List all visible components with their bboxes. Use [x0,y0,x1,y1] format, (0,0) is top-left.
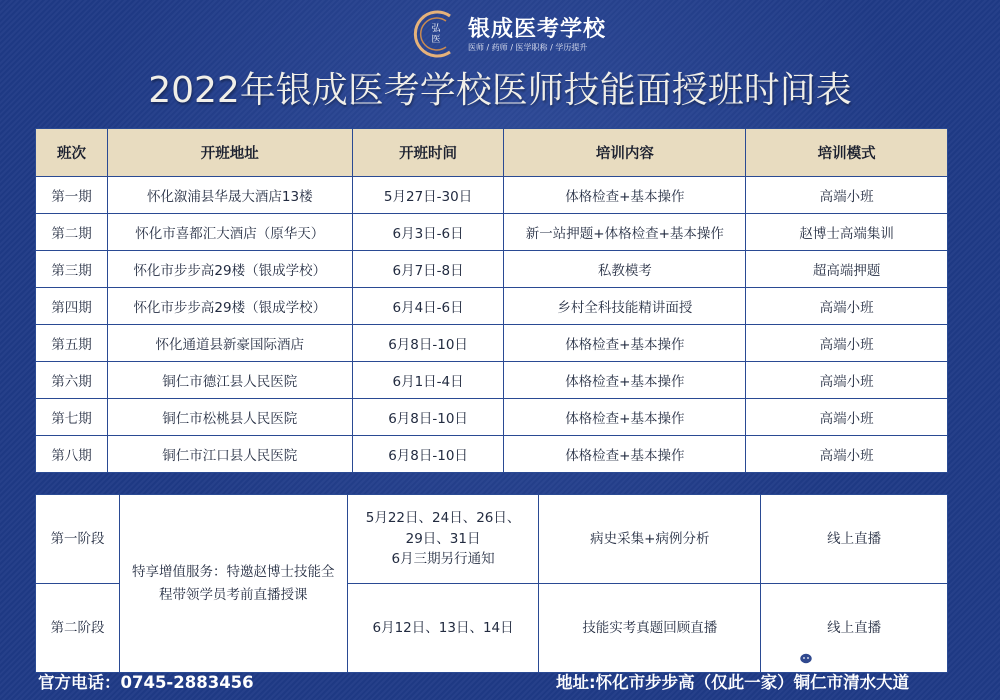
cell-content: 乡村全科技能精讲面授 [504,288,746,325]
stage-time-line: 29日、31日 [405,530,481,547]
cell-stage-name: 第一阶段 [36,495,120,584]
cell-mode: 超高端押题 [746,251,948,288]
contact-phone: 官方电话：0745-2883456 [38,673,254,692]
cell-address: 怀化市喜都汇大酒店（原华天） [107,214,352,251]
cell-time: 6月8日-10日 [352,325,504,362]
cell-address: 怀化市步步高29楼（银成学校） [107,251,352,288]
cell-time: 6月8日-10日 [352,436,504,473]
col-header-content: 培训内容 [504,129,746,177]
contact-address: 地址:怀化市步步高（仅此一家）铜仁市清水大道 [556,673,910,692]
cell-session: 第二期 [36,214,108,251]
cell-content: 私教模考 [504,251,746,288]
table-row [36,214,948,251]
cell-address: 铜仁市江口县人民医院 [107,436,352,473]
cell-session: 第三期 [36,251,108,288]
svg-text:弘: 弘 [431,24,441,34]
table-row [36,362,948,399]
service-desc-text: 特享增值服务：特邀赵博士技能全程带领学员考前直播授课 [132,563,335,603]
cell-address: 怀化市步步高29楼（银成学校） [107,288,352,325]
schedule-header-row [36,129,948,177]
table-row [36,251,948,288]
schedule-table [35,128,948,473]
cell-time: 6月1日-4日 [352,362,504,399]
cell-content: 体格检查+基本操作 [504,177,746,214]
cell-stage-content: 技能实考真题回顾直播 [539,584,761,673]
cell-stage-time [347,584,539,673]
col-header-mode: 培训模式 [746,129,948,177]
table-row [36,495,948,584]
cell-session: 第一期 [36,177,108,214]
table-row [36,436,948,473]
cell-time: 5月27日-30日 [352,177,504,214]
cell-address: 怀化溆浦县华晟大酒店13楼 [107,177,352,214]
cell-mode: 赵博士高端集训 [746,214,948,251]
cell-stage-time [347,495,539,584]
cell-time: 6月8日-10日 [352,399,504,436]
stage-time-line: 6月三期另行通知 [391,551,495,568]
cell-content: 体格检查+基本操作 [504,399,746,436]
svg-text:医: 医 [431,35,441,45]
cell-mode: 高端小班 [746,288,948,325]
cell-stage-content: 病史采集+病例分析 [539,495,761,584]
col-header-time: 开班时间 [352,129,504,177]
page-title: 2022年银成医考学校医师技能面授班时间表 [148,70,852,111]
cell-time: 6月3日-6日 [352,214,504,251]
col-header-address: 开班地址 [107,129,352,177]
cell-service-desc [119,495,347,673]
logo-slogan: 医师 / 药师 / 医学职称 / 学历提升 [468,43,588,52]
watermark [790,642,932,669]
table-row [36,177,948,214]
cell-session: 第四期 [36,288,108,325]
table-row [36,288,948,325]
col-header-session: 班次 [36,129,108,177]
cell-stage-mode: 线上直播 [761,495,948,584]
cell-session: 第八期 [36,436,108,473]
cell-address: 怀化通道县新豪国际酒店 [107,325,352,362]
cell-mode: 高端小班 [746,436,948,473]
cell-time: 6月7日-8日 [352,251,504,288]
cell-content: 体格检查+基本操作 [504,325,746,362]
cell-content: 新一站押题+体格检查+基本操作 [504,214,746,251]
cell-address: 铜仁市德江县人民医院 [107,362,352,399]
cell-address: 铜仁市松桃县人民医院 [107,399,352,436]
logo-name: 银成医考学校 [468,17,607,42]
cell-session: 第五期 [36,325,108,362]
cell-mode: 高端小班 [746,399,948,436]
cell-mode: 高端小班 [746,177,948,214]
table-row [36,325,948,362]
cell-session: 第六期 [36,362,108,399]
cell-mode: 高端小班 [746,362,948,399]
cell-content: 体格检查+基本操作 [504,362,746,399]
stage-time-line: 5月22日、24日、26日、 [365,509,521,526]
stage-time-line: 6月12日、13日、14日 [372,619,514,636]
school-emblem-icon [410,8,462,60]
watermark-text: 银成医学在线 [818,646,933,668]
wechat-icon [790,646,814,666]
cell-mode: 高端小班 [746,325,948,362]
cell-session: 第七期 [36,399,108,436]
cell-stage-mode: 线上直播 [761,584,948,673]
cell-stage-name: 第二阶段 [36,584,120,673]
cell-content: 体格检查+基本操作 [504,436,746,473]
table-row [36,399,948,436]
cell-time: 6月4日-6日 [352,288,504,325]
